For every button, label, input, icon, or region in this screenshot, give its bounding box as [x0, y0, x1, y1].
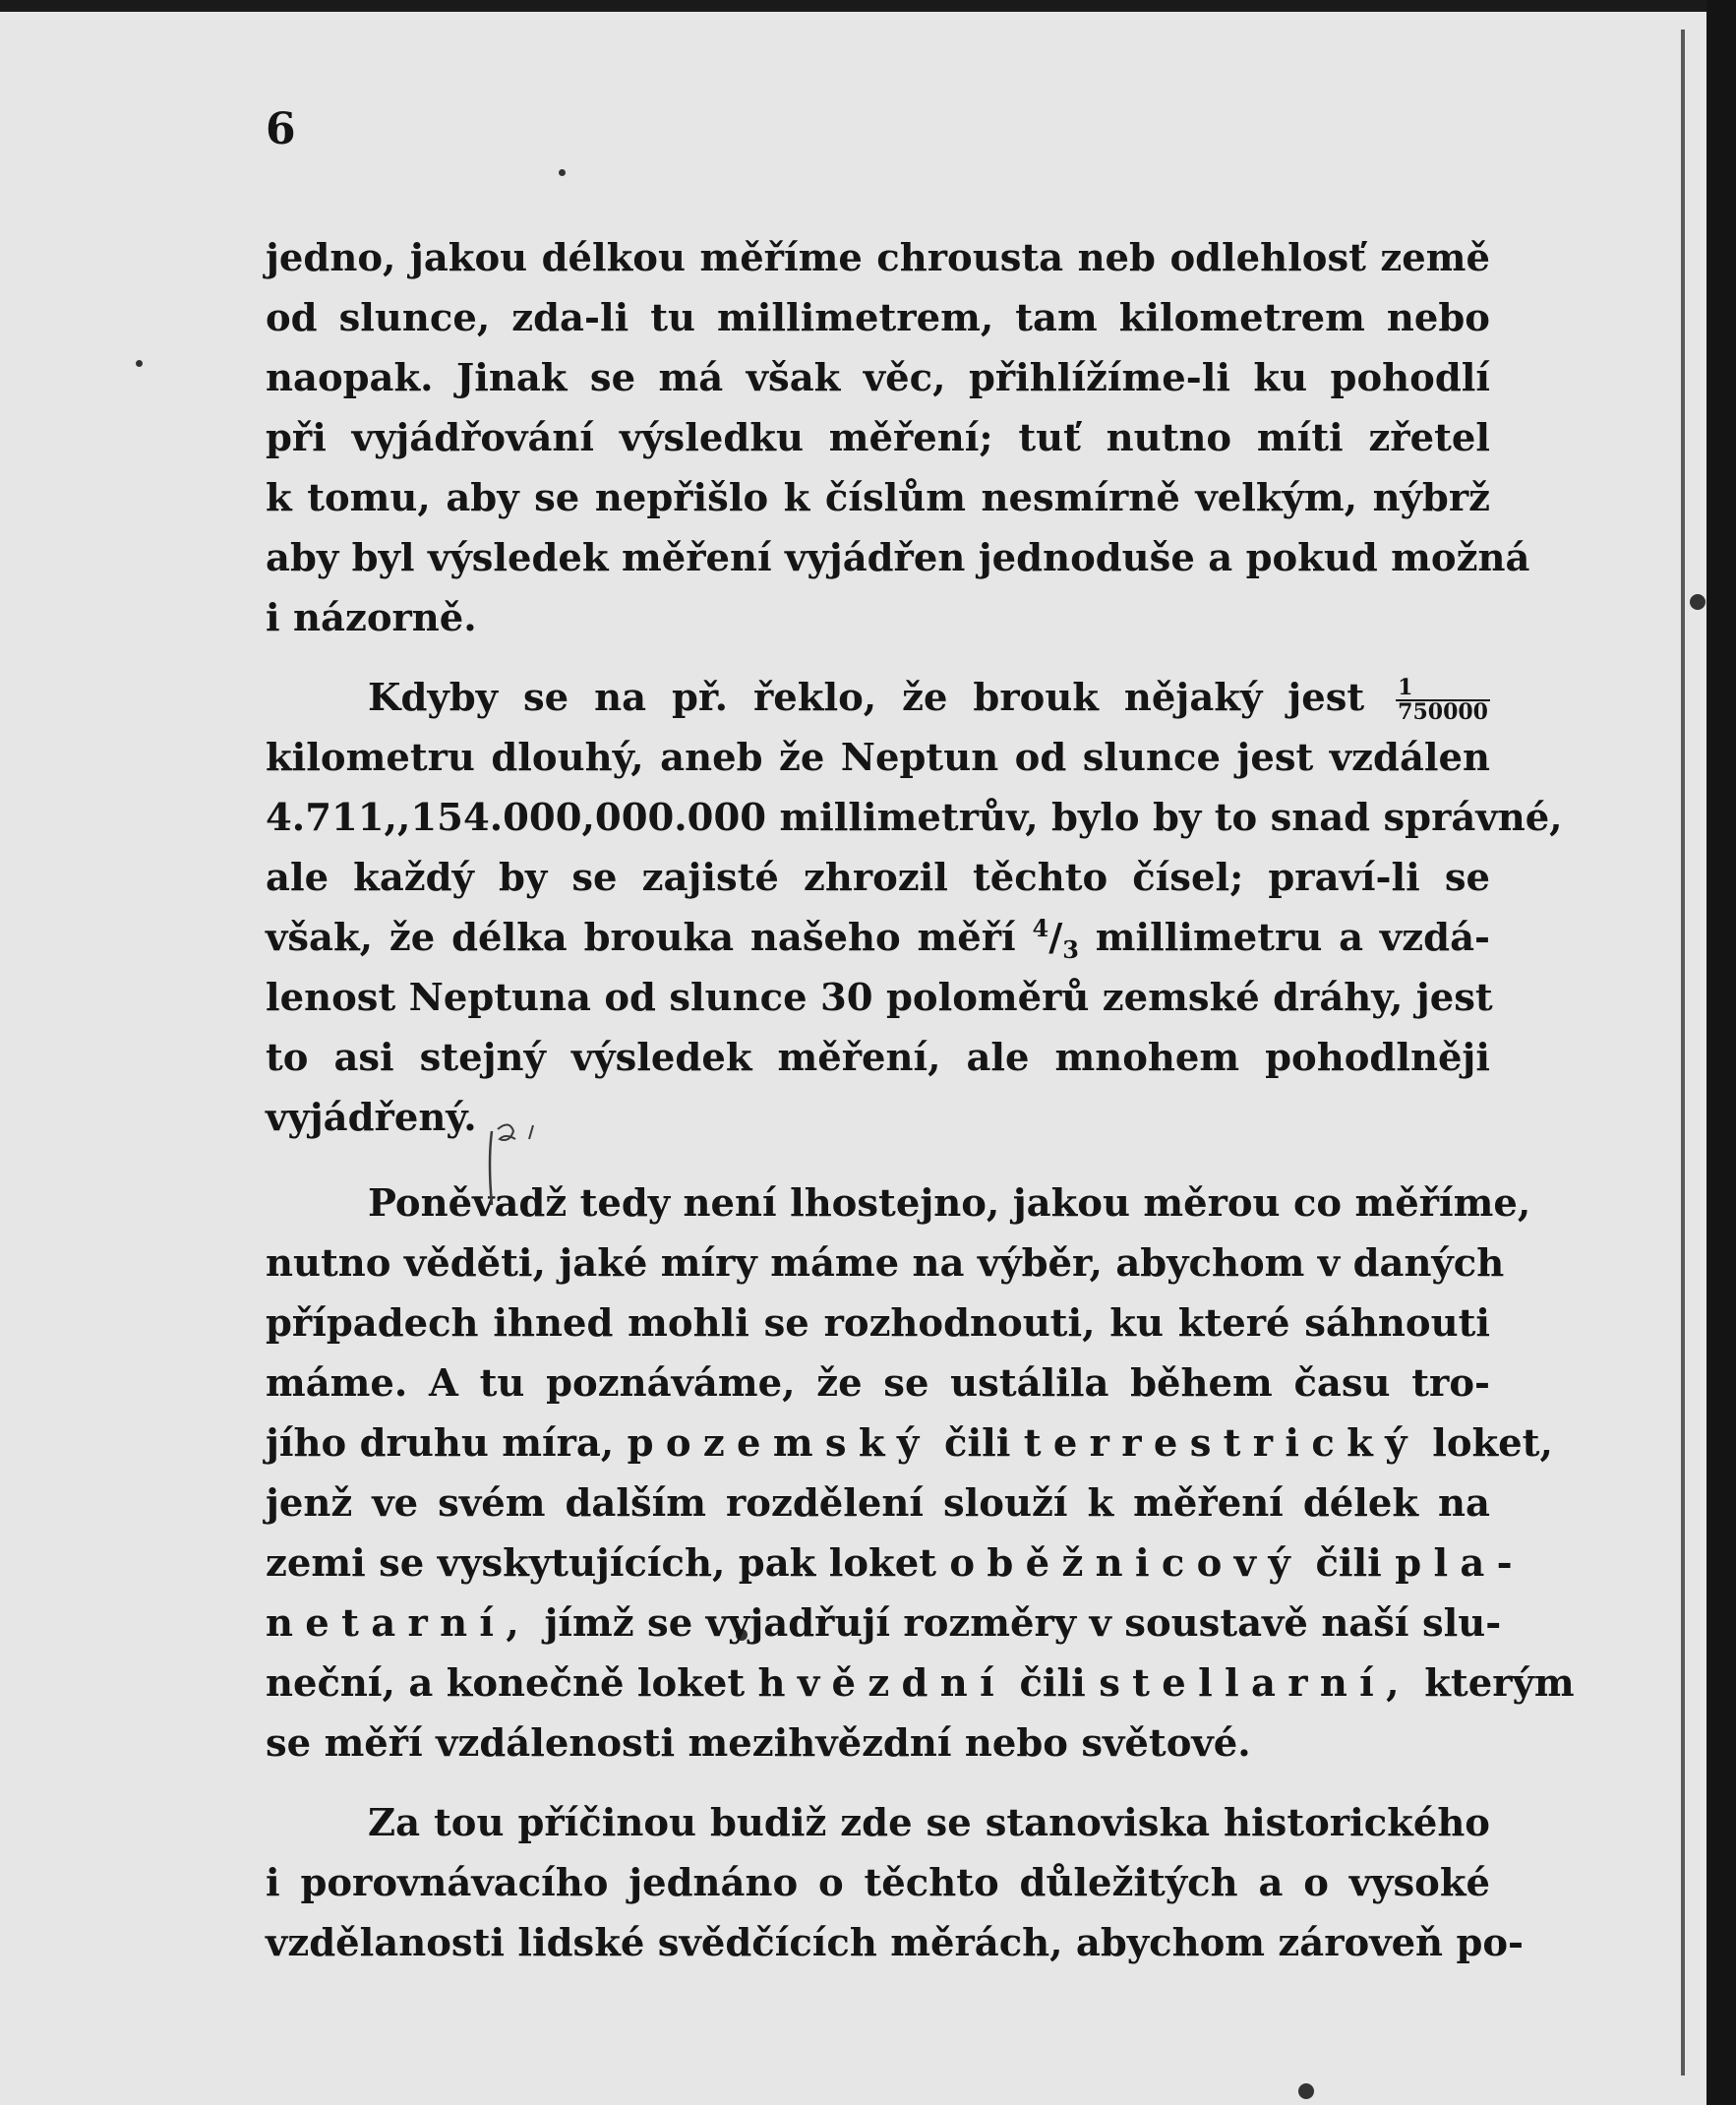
text-segment: čili: [944, 1421, 1011, 1466]
text-segment: loket,: [1432, 1421, 1553, 1466]
text-segment: millimetru a vzdá-: [1095, 916, 1490, 960]
text-line: [266, 1594, 1502, 1654]
paragraph-3: [266, 1173, 1575, 1774]
spaced-term: netarní,: [266, 1601, 532, 1646]
text-segment: kterým: [1424, 1661, 1575, 1706]
paragraph-1: [266, 228, 1530, 648]
text-line: 4.711,,154.000,000.000 millimetrův, bylo by to snad správné,: [266, 796, 1563, 840]
text-line: i názorně.: [266, 596, 477, 640]
text-line: máme. A tu poznáváme, že se ustálila během času tro-: [266, 1361, 1490, 1406]
fraction-numerator: 1: [1396, 677, 1490, 701]
text-line: případech ihned mohli se rozhodnouti, ku které sáhnouti: [266, 1301, 1490, 1346]
text-segment: neční, a konečně loket: [266, 1661, 746, 1706]
text-segment: jímž se vyjadřují rozměry v soustavě naší slu-: [544, 1601, 1502, 1646]
text-segment: však, že délka brouka našeho měří: [266, 916, 1016, 960]
text-line: to asi stejný výsledek měření, ale mnohem pohodlněji: [266, 1036, 1490, 1080]
text-segment: Kdyby se na př. řeklo, že brouk nějaký jest: [368, 676, 1365, 720]
fraction-denominator: 750000: [1398, 699, 1488, 725]
ink-speck: [1690, 594, 1706, 610]
text-segment: jího druhu míra,: [266, 1421, 615, 1466]
ink-speck: [559, 169, 566, 176]
text-segment: čili: [1019, 1661, 1086, 1706]
fraction: [1396, 674, 1490, 725]
scan-right-border: [1706, 0, 1736, 2105]
text-line: vyjádřený.: [266, 1096, 477, 1140]
scan-top-border: [0, 0, 1736, 12]
fraction-slash: /: [1048, 916, 1063, 960]
text-line: nutno věděti, jaké míry máme na výběr, abychom v daných: [266, 1241, 1505, 1286]
text-line: jedno, jakou délkou měříme chrousta neb odlehlosť země: [266, 236, 1490, 280]
body-text: [266, 228, 1575, 1973]
spaced-term: pla-: [1395, 1541, 1525, 1586]
text-line: se měří vzdálenosti mezihvězdní nebo světové.: [266, 1721, 1251, 1766]
spaced-term: hvězdní: [757, 1661, 1007, 1706]
spaced-term: oběžnicový: [949, 1541, 1303, 1586]
text-line: [266, 1654, 1575, 1714]
text-line: aby byl výsledek měření vyjádřen jednoduše a pokud možná: [266, 536, 1530, 580]
fraction-sup: 4: [1032, 914, 1049, 942]
ink-speck: [1298, 2083, 1314, 2099]
spaced-term: terrestrický: [1023, 1421, 1419, 1466]
text-line: jenž ve svém dalším rozdělení slouží k měření délek na: [266, 1481, 1490, 1526]
text-line: naopak. Jinak se má však věc, přihlížíme-li ku pohodlí: [266, 356, 1490, 400]
paragraph-4: [266, 1793, 1525, 1973]
page-number: 6: [266, 104, 296, 154]
binding-edge-line: [1681, 30, 1685, 2075]
text-line: Poněvadž tedy není lhostejno, jakou měrou co měříme,: [368, 1181, 1531, 1226]
text-line: při vyjádřování výsledku měření; tuť nutno míti zřetel: [266, 416, 1490, 460]
text-line: ale každý by se zajisté zhrozil těchto čísel; praví-li se: [266, 856, 1490, 900]
spaced-term: pozemský: [627, 1421, 931, 1466]
text-line: k tomu, aby se nepřišlo k číslům nesmírně velkým, nýbrž: [266, 476, 1490, 520]
paragraph-2: [266, 668, 1563, 1148]
text-line: od slunce, zda-li tu millimetrem, tam kilometrem nebo: [266, 296, 1490, 340]
text-line: i porovnávacího jednáno o těchto důležitých a o vysoké: [266, 1861, 1490, 1905]
text-line: [266, 908, 1490, 968]
mixed-fraction: [1032, 914, 1079, 964]
text-line: [266, 1534, 1525, 1594]
fraction-sub: 3: [1062, 935, 1079, 964]
text-line: lenost Neptuna od slunce 30 poloměrů zemské dráhy, jest: [266, 976, 1493, 1020]
spaced-term: stellarní,: [1099, 1661, 1411, 1706]
ink-speck: [136, 360, 143, 367]
text-line: kilometru dlouhý, aneb že Neptun od slunce jest vzdálen: [266, 736, 1490, 780]
text-segment: zemi se vyskytujících, pak loket: [266, 1541, 937, 1586]
text-line: vzdělanosti lidské svědčících měrách, abychom zároveň po-: [266, 1921, 1525, 1965]
text-line: [266, 668, 1490, 728]
text-line: [266, 1413, 1553, 1474]
pencil-correction-mark: [480, 1121, 549, 1210]
text-segment: čili: [1315, 1541, 1382, 1586]
text-line: Za tou příčinou budiž zde se stanoviska historického: [368, 1801, 1490, 1845]
